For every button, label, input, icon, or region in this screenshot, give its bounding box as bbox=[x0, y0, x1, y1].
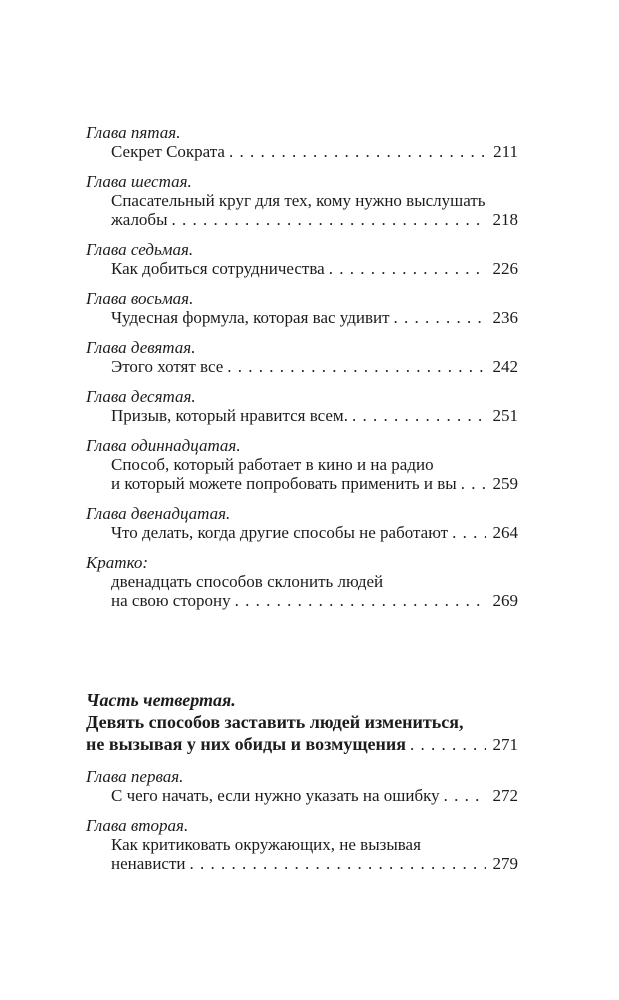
toc-line-text: жалобы bbox=[111, 210, 168, 229]
dot-leader bbox=[452, 523, 485, 542]
toc-line bbox=[86, 591, 518, 610]
chapter-heading: Глава шестая. bbox=[86, 172, 192, 191]
toc-line bbox=[86, 835, 518, 854]
page-number: 269 bbox=[492, 591, 518, 610]
toc-entry bbox=[86, 123, 518, 161]
dot-leader bbox=[189, 854, 485, 873]
toc-entry bbox=[86, 553, 518, 610]
toc-entry bbox=[86, 338, 518, 376]
toc-line-text: Что делать, когда другие способы не работают bbox=[111, 523, 449, 542]
dot-leader bbox=[227, 357, 485, 376]
chapter-heading: Глава одиннадцатая. bbox=[86, 436, 241, 455]
page-number: 272 bbox=[492, 786, 518, 805]
toc-line-text: Этого хотят все bbox=[111, 357, 224, 376]
chapter-heading: Глава седьмая. bbox=[86, 240, 194, 259]
toc-line-text: Секрет Сократа bbox=[111, 142, 225, 161]
toc-line bbox=[86, 259, 518, 278]
toc-entry bbox=[86, 816, 518, 873]
chapter-heading: Глава пятая. bbox=[86, 123, 181, 142]
toc-line bbox=[86, 523, 518, 542]
dot-leader bbox=[410, 734, 485, 756]
toc-line-text: и который можете попробовать применить и вы bbox=[111, 474, 457, 493]
toc-line-text: С чего начать, если нужно указать на ошибку bbox=[111, 786, 440, 805]
toc-line bbox=[86, 308, 518, 327]
toc-line bbox=[86, 711, 518, 733]
page-number: 259 bbox=[492, 474, 518, 493]
chapter-heading: Глава двенадцатая. bbox=[86, 504, 231, 523]
toc-line-text: Спасательный круг для тех, кому нужно выслушать bbox=[111, 191, 486, 210]
toc-line-text: Как критиковать окружающих, не вызывая bbox=[111, 835, 421, 854]
page-number: 236 bbox=[492, 308, 518, 327]
toc-line-text: Призыв, который нравится всем. bbox=[111, 406, 348, 425]
toc-line bbox=[86, 191, 518, 210]
part-heading: Часть четвертая. bbox=[86, 690, 236, 710]
toc-entry bbox=[86, 504, 518, 542]
toc-entry bbox=[86, 240, 518, 278]
toc-line bbox=[86, 142, 518, 161]
toc-entry bbox=[86, 387, 518, 425]
dot-leader bbox=[461, 474, 486, 493]
chapter-heading: Глава девятая. bbox=[86, 338, 196, 357]
toc-line bbox=[86, 210, 518, 229]
toc-entry bbox=[86, 289, 518, 327]
toc-line bbox=[86, 455, 518, 474]
toc-entry bbox=[86, 172, 518, 229]
chapter-heading: Глава десятая. bbox=[86, 387, 196, 406]
toc-line-text: не вызывая у них обиды и возмущения bbox=[86, 734, 407, 754]
dot-leader bbox=[352, 406, 486, 425]
toc-part-entry bbox=[86, 689, 518, 756]
page-number: 211 bbox=[493, 142, 518, 161]
toc-entry bbox=[86, 767, 518, 805]
chapter-heading: Глава вторая. bbox=[86, 816, 189, 835]
toc-line bbox=[86, 474, 518, 493]
toc-line-text: на свою сторону bbox=[111, 591, 231, 610]
page-number: 218 bbox=[492, 210, 518, 229]
toc-line bbox=[86, 733, 518, 756]
toc-line-text: двенадцать способов склонить людей bbox=[111, 572, 384, 591]
toc-line-text: Способ, который работает в кино и на радио bbox=[111, 455, 434, 474]
toc-line bbox=[86, 572, 518, 591]
dot-leader bbox=[172, 210, 486, 229]
toc-line bbox=[86, 406, 518, 425]
page-number: 226 bbox=[492, 259, 518, 278]
toc-line-text: Девять способов заставить людей измениться, bbox=[86, 712, 464, 732]
toc-line-text: Как добиться сотрудничества bbox=[111, 259, 325, 278]
dot-leader bbox=[394, 308, 486, 327]
toc-line bbox=[86, 854, 518, 873]
dot-leader bbox=[235, 591, 486, 610]
toc-line-text: ненависти bbox=[111, 854, 186, 873]
dot-leader bbox=[329, 259, 486, 278]
toc-entry bbox=[86, 436, 518, 493]
toc-line bbox=[86, 357, 518, 376]
chapter-heading: Кратко: bbox=[86, 553, 149, 572]
page-number: 264 bbox=[492, 523, 518, 542]
dot-leader bbox=[444, 786, 486, 805]
page-number: 251 bbox=[492, 406, 518, 425]
page-number: 271 bbox=[492, 735, 518, 754]
page-number: 279 bbox=[492, 854, 518, 873]
toc-line bbox=[86, 786, 518, 805]
chapter-heading: Глава первая. bbox=[86, 767, 184, 786]
page-number: 242 bbox=[492, 357, 518, 376]
chapter-heading: Глава восьмая. bbox=[86, 289, 194, 308]
dot-leader bbox=[229, 142, 486, 161]
toc-line-text: Чудесная формула, которая вас удивит bbox=[111, 308, 390, 327]
